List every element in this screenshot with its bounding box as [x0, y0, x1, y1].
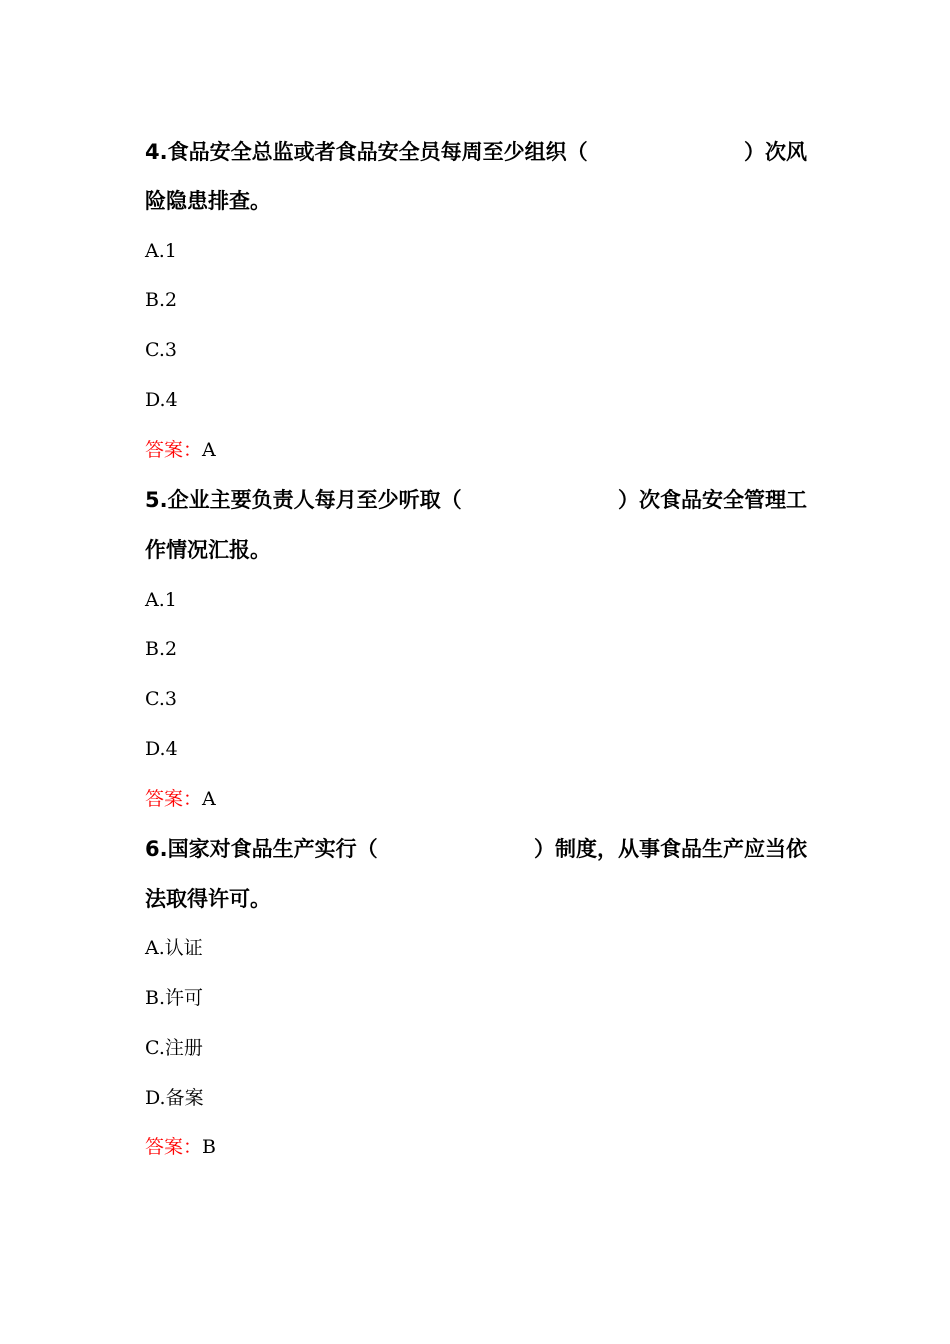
answer-value: B — [202, 1136, 216, 1158]
question-6-option-c: C.注册 — [145, 1037, 203, 1059]
question-4-option-a: A.1 — [145, 240, 177, 262]
question-4-option-d: D.4 — [145, 389, 178, 411]
question-5-stem-part-1: 5.企业主要负责人每月至少听取（ — [145, 488, 462, 512]
answer-label: 答案： — [145, 788, 203, 810]
question-4-line-1 — [145, 137, 807, 167]
question-6-line-1 — [145, 834, 807, 864]
answer-label: 答案： — [145, 439, 203, 461]
question-5-option-b: B.2 — [145, 638, 178, 660]
question-6-stem-part-1: 6.国家对食品生产实行（ — [145, 837, 378, 861]
question-5-stem-part-2: ）次食品安全管理工 — [618, 488, 807, 512]
answer-value: A — [202, 788, 216, 810]
question-4-line-2: 险隐患排查。 — [145, 189, 271, 213]
question-5-option-c: C.3 — [145, 688, 177, 710]
question-4-answer — [145, 436, 216, 464]
question-4-option-c: C.3 — [145, 339, 177, 361]
question-4-stem-part-2: ）次风 — [744, 140, 807, 164]
question-4-option-b: B.2 — [145, 289, 178, 311]
question-6-option-b: B.许可 — [145, 987, 204, 1009]
question-5-answer — [145, 785, 216, 813]
question-6-option-d: D.备案 — [145, 1087, 204, 1109]
question-6-answer — [145, 1133, 216, 1161]
question-5-line-1 — [145, 485, 807, 515]
question-4-stem-part-1: 4.食品安全总监或者食品安全员每周至少组织（ — [145, 140, 588, 164]
question-6-line-2: 法取得许可。 — [145, 887, 271, 911]
question-6-option-a: A.认证 — [145, 937, 203, 959]
question-5-line-2: 作情况汇报。 — [145, 538, 271, 562]
answer-value: A — [202, 439, 216, 461]
question-5-option-d: D.4 — [145, 738, 178, 760]
question-6-stem-part-2: ）制度，从事食品生产应当依 — [534, 837, 807, 861]
question-5-option-a: A.1 — [145, 589, 177, 611]
answer-label: 答案： — [145, 1136, 203, 1158]
